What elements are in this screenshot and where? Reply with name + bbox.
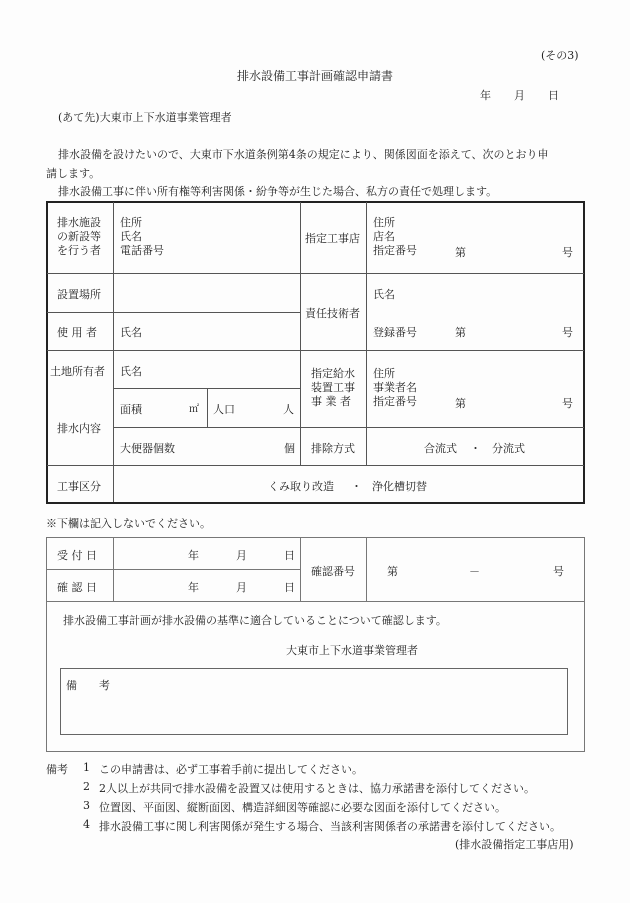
water-supplier-label bbox=[311, 367, 355, 409]
location-field[interactable] bbox=[114, 274, 300, 312]
landowner-name-field[interactable]: 氏名 bbox=[120, 365, 142, 378]
date-month: 月 bbox=[514, 89, 525, 102]
grid-line bbox=[113, 388, 300, 389]
note-4-text: 排水設備工事に関し利害関係が発生する場合、当該利害関係者の承諾書を添付してください。 bbox=[99, 820, 561, 833]
location-label: 設置場所 bbox=[57, 288, 101, 301]
toilets-unit: 個 bbox=[284, 442, 295, 455]
engineer-dai: 第 bbox=[455, 326, 466, 339]
grid-line bbox=[47, 465, 584, 466]
confirmed-year: 年 bbox=[188, 581, 199, 594]
grid-line bbox=[366, 538, 367, 601]
date-day: 日 bbox=[548, 89, 559, 102]
contractor-shop-field[interactable]: 店名 bbox=[373, 230, 395, 243]
grid-line bbox=[366, 202, 367, 465]
intro-line-3: 排水設備工事に伴い所有権等利害関係・紛争等が生じた場合、私方の責任で処理します。 bbox=[58, 185, 498, 198]
user-label: 使 用 者 bbox=[57, 326, 97, 339]
toilets-field[interactable]: 大便器個数 bbox=[120, 442, 175, 455]
document-title: 排水設備工事計画確認申請書 bbox=[236, 69, 393, 83]
drain-method-combined[interactable]: 合流式 bbox=[424, 442, 457, 455]
work-type-option1[interactable]: くみ取り改造 bbox=[268, 480, 334, 493]
engineer-go: 号 bbox=[562, 326, 573, 339]
drain-method-separate[interactable]: 分流式 bbox=[492, 442, 525, 455]
confirm-number-label: 確認番号 bbox=[311, 565, 355, 578]
work-type-separator: ・ bbox=[351, 480, 362, 493]
confirm-number-dai: 第 bbox=[387, 565, 398, 578]
contractor-fields[interactable] bbox=[373, 216, 417, 258]
label-line: 装置工事 bbox=[311, 381, 355, 394]
applicant-label bbox=[57, 216, 101, 258]
grid-line bbox=[300, 538, 301, 601]
applicant-fields[interactable] bbox=[120, 216, 164, 258]
grid-line bbox=[47, 601, 584, 602]
contractor-address-field[interactable]: 住所 bbox=[373, 216, 395, 229]
applicant-phone-field[interactable]: 電話番号 bbox=[120, 244, 164, 257]
supplier-business-field[interactable]: 事業者名 bbox=[373, 381, 417, 394]
user-name-field[interactable]: 氏名 bbox=[120, 326, 142, 339]
label-line: の新設等 bbox=[57, 230, 101, 243]
received-day: 日 bbox=[284, 549, 295, 562]
notes-heading: 備考 bbox=[46, 763, 68, 776]
office-note: ※下欄は記入しないでください。 bbox=[46, 517, 211, 530]
grid-line bbox=[47, 350, 584, 351]
applicant-name-field[interactable]: 氏名 bbox=[120, 230, 142, 243]
engineer-label: 責任技術者 bbox=[305, 307, 360, 320]
label-line: 事 業 者 bbox=[311, 395, 351, 408]
label-line: 排水施設 bbox=[57, 216, 101, 229]
grid-line bbox=[207, 388, 208, 427]
note-2-number: 2 bbox=[83, 780, 90, 793]
drain-method-separator: ・ bbox=[470, 442, 481, 455]
grid-line bbox=[47, 312, 300, 313]
note-1-text: この申請書は、必ず工事着手前に提出してください。 bbox=[99, 763, 363, 776]
confirmation-statement: 排水設備工事計画が排水設備の基準に適合していることについて確認します。 bbox=[63, 614, 447, 627]
confirm-number-dash: － bbox=[469, 565, 480, 578]
note-3-text: 位置図、平面図、縦断面図、構造詳細図等確認に必要な図面を添付してください。 bbox=[99, 801, 506, 814]
supplier-number-field[interactable]: 指定番号 bbox=[373, 395, 417, 408]
label-line: を行う者 bbox=[57, 244, 101, 257]
confirming-authority: 大東市上下水道事業管理者 bbox=[286, 644, 418, 657]
drainage-label: 排水内容 bbox=[57, 422, 101, 435]
area-unit: ㎡ bbox=[189, 404, 199, 415]
intro-line-2: 請します。 bbox=[46, 167, 101, 180]
supplier-address-field[interactable]: 住所 bbox=[373, 367, 395, 380]
received-label: 受 付 日 bbox=[57, 549, 97, 562]
form-number: (その3) bbox=[541, 49, 579, 62]
contractor-go: 号 bbox=[562, 246, 573, 259]
remarks-label: 備 考 bbox=[66, 679, 110, 692]
remarks-box[interactable] bbox=[60, 668, 568, 735]
drain-method-label: 排除方式 bbox=[311, 442, 355, 455]
work-type-option2[interactable]: 浄化槽切替 bbox=[372, 480, 427, 493]
contractor-label: 指定工事店 bbox=[305, 232, 360, 245]
engineer-number-field[interactable]: 登録番号 bbox=[373, 326, 417, 339]
work-type-label: 工事区分 bbox=[57, 480, 101, 493]
received-year: 年 bbox=[188, 549, 199, 562]
note-3-number: 3 bbox=[83, 799, 90, 812]
confirmed-label: 確 認 日 bbox=[57, 581, 97, 594]
intro-line-1: 排水設備を設けたいので、大東市下水道条例第4条の規定により、関係図面を添えて、次のとおり申 bbox=[58, 148, 549, 161]
confirm-number-go: 号 bbox=[553, 565, 564, 578]
received-month: 月 bbox=[236, 549, 247, 562]
confirmed-month: 月 bbox=[236, 581, 247, 594]
grid-line bbox=[113, 427, 584, 428]
population-field[interactable]: 人口 bbox=[213, 403, 235, 416]
addressee: (あて先)大東市上下水道事業管理者 bbox=[58, 111, 232, 124]
grid-line bbox=[300, 202, 301, 465]
date-year: 年 bbox=[480, 89, 491, 102]
label-line: 指定給水 bbox=[311, 367, 355, 380]
supplier-go: 号 bbox=[562, 397, 573, 410]
population-unit: 人 bbox=[283, 403, 294, 416]
note-1-number: 1 bbox=[83, 761, 90, 774]
landowner-label: 土地所有者 bbox=[50, 365, 105, 378]
water-supplier-fields[interactable] bbox=[373, 367, 417, 409]
area-field[interactable]: 面積 bbox=[120, 403, 142, 416]
supplier-dai: 第 bbox=[455, 397, 466, 410]
contractor-dai: 第 bbox=[455, 246, 466, 259]
notes-footer: (排水設備指定工事店用) bbox=[455, 838, 574, 851]
note-2-text: 2人以上が共同で排水設備を設置又は使用するときは、協力承諾書を添付してください。 bbox=[99, 782, 535, 795]
grid-line bbox=[47, 569, 300, 570]
confirmed-day: 日 bbox=[284, 581, 295, 594]
note-4-number: 4 bbox=[83, 818, 90, 831]
applicant-address-field[interactable]: 住所 bbox=[120, 216, 142, 229]
engineer-name-field[interactable]: 氏名 bbox=[373, 288, 395, 301]
grid-line bbox=[113, 202, 114, 502]
contractor-number-field[interactable]: 指定番号 bbox=[373, 244, 417, 257]
